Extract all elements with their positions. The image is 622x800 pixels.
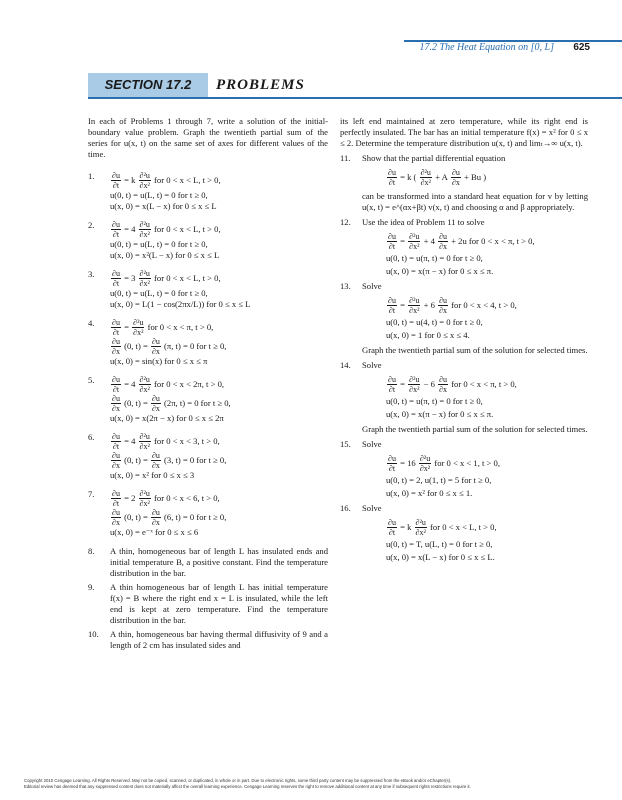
bc-line-frac-2-num: ∂u: [151, 451, 160, 460]
bc-line-frac-2-den: ∂x: [151, 518, 160, 527]
bc-line-frac-0: [111, 394, 121, 413]
left-column: [88, 116, 328, 654]
problem-equations: [110, 432, 328, 481]
pde-line-frac-0-den: ∂t: [112, 328, 120, 337]
problem-text: Solve: [362, 360, 382, 370]
pde-line: [110, 375, 328, 394]
pde-line-frac-0-den: ∂t: [388, 385, 396, 394]
condition-line: u(x, 0) = x(L − x) for 0 ≤ x ≤ L: [110, 201, 217, 211]
pde-line-text-1: =: [397, 236, 408, 246]
pde-line-frac-2-num: ∂²u: [420, 168, 431, 177]
bc-line: [110, 508, 328, 527]
problem-text: Use the idea of Problem 11 to solve: [362, 217, 485, 227]
problem-10-continued: its left end maintained at zero temperature, while its right end is perfectly insulated. The bar has an initial temperature f(x) = x² for 0 ≤ x ≤ 2. Determine the temperature distribution u(x, t) and limₜ→∞ u(x, t).: [340, 116, 588, 148]
bc-line-frac-2: [151, 508, 161, 527]
problem-equations: [362, 454, 588, 499]
bc-line-frac-2: [151, 394, 161, 413]
problem-followup: Graph the twentieth partial sum of the solution for selected times.: [362, 345, 588, 355]
pde-line-frac-2-den: ∂x²: [139, 385, 150, 394]
pde-line-frac-0-den: ∂t: [388, 178, 396, 187]
pde-line-frac-2-num: ∂²u: [139, 432, 150, 441]
pde-line-frac-2-num: ∂²u: [133, 318, 144, 327]
pde-line-frac-2: [420, 168, 432, 187]
pde-line-text-1: = k (: [397, 172, 419, 182]
pde-line-text-1: = 2: [121, 493, 138, 503]
pde-line-frac-2-num: ∂²u: [139, 269, 150, 278]
problem-followup: can be transformed into a standard heat equation for v by letting u(x, t) = e^(αx+βt) v(x, t) and choosing α and β appropriately.: [362, 191, 588, 212]
problem-equations: [362, 518, 588, 563]
pde-line-frac-0-num: ∂u: [388, 168, 396, 177]
pde-line-frac-0: [387, 168, 397, 187]
bc-line-text-1: (0, t) =: [121, 512, 150, 522]
pde-line-frac-0-num: ∂u: [388, 296, 396, 305]
pde-line: [386, 296, 588, 315]
problem-12: [340, 217, 588, 277]
problem-16: [340, 503, 588, 563]
pde-line-frac-0-den: ∂t: [388, 242, 396, 251]
bc-line-frac-2-den: ∂x: [151, 347, 160, 356]
pde-line: [386, 232, 588, 251]
pde-line-frac-2: [132, 318, 144, 337]
problem-equations: [110, 318, 328, 367]
pde-line-text-1: = k: [397, 522, 414, 532]
problem-followup: Graph the twentieth partial sum of the solution for selected times.: [362, 424, 588, 434]
bc-line-text-3: (6, t) = 0 for t ≥ 0,: [161, 512, 229, 522]
copyright-footer: [24, 778, 604, 790]
pde-line-frac-2: [139, 375, 151, 394]
pde-line-text-3: for 0 < x < L, t > 0,: [427, 522, 499, 532]
pde-line-frac-2: [408, 296, 420, 315]
pde-line-frac-0: [111, 318, 121, 337]
pde-line-frac-0-den: ∂t: [112, 279, 120, 288]
footer-line-1: Copyright 2010 Cengage Learning. All Rights Reserved. May not be copied, scanned, or duplicated, in whole or in part. Due to electronic rights, some third party content may be suppressed from the eBook and/or eChapter(s).: [24, 778, 452, 783]
problem-text: Show that the partial differential equation: [362, 153, 506, 163]
condition-line: u(x, 0) = 1 for 0 ≤ x ≤ 4.: [386, 330, 470, 340]
problem-equations: [362, 232, 588, 277]
pde-line: [386, 168, 588, 187]
pde-line: [110, 220, 328, 239]
problem-equations: [110, 220, 328, 261]
pde-line-frac-2: [139, 171, 151, 190]
bc-line-frac-0-num: ∂u: [112, 451, 120, 460]
pde-line-text-3: − 6: [421, 379, 438, 389]
pde-line-frac-0: [387, 454, 397, 473]
problem-number: 2.: [88, 220, 95, 230]
bc-line-text-1: (0, t) =: [121, 398, 150, 408]
problem-number: 8.: [88, 546, 95, 556]
intro-text: In each of Problems 1 through 7, write a solution of the initial-boundary value problem. Graph the twentieth partial sum of the series for u(x, t) on the same set of axes for different values of the time.: [88, 116, 328, 159]
pde-line-text-1: = 3: [121, 273, 138, 283]
problem-number: 9.: [88, 582, 95, 592]
pde-line-text-5: for 0 < x < π, t > 0,: [449, 379, 519, 389]
bc-line-frac-2-num: ∂u: [151, 394, 160, 403]
pde-line-text-1: = 4: [121, 379, 138, 389]
pde-line-frac-2-den: ∂x²: [420, 178, 431, 187]
pde-line-text-3: + 4: [421, 236, 438, 246]
pde-line: [386, 375, 588, 394]
pde-line-text-1: = k: [121, 175, 138, 185]
pde-line: [110, 269, 328, 288]
problem-5: [88, 375, 328, 424]
pde-line-frac-2-num: ∂²u: [409, 375, 420, 384]
pde-line-frac-2: [139, 432, 151, 451]
pde-line-text-1: =: [397, 379, 408, 389]
pde-line-frac-0-num: ∂u: [112, 489, 120, 498]
pde-line-frac-4-den: ∂x: [439, 306, 448, 315]
pde-line-frac-0-den: ∂t: [112, 230, 120, 239]
pde-line-frac-2: [139, 269, 151, 288]
problem-equations: [362, 168, 588, 187]
condition-line: u(x, 0) = x(π − x) for 0 ≤ x ≤ π.: [386, 266, 494, 276]
pde-line-frac-2-den: ∂x²: [139, 279, 150, 288]
bc-line: [110, 451, 328, 470]
pde-line-text-5: for 0 < x < 4, t > 0,: [449, 300, 519, 310]
pde-line-frac-2: [139, 220, 151, 239]
bc-line-frac-2: [151, 337, 161, 356]
pde-line-frac-4-den: ∂x: [439, 385, 448, 394]
right-problem-list: [340, 153, 588, 563]
text-problem-list: [88, 546, 328, 651]
problem-13: [340, 281, 588, 356]
problem-number: 7.: [88, 489, 95, 499]
pde-line-frac-0: [387, 232, 397, 251]
pde-line: [110, 318, 328, 337]
bc-line: [110, 394, 328, 413]
problem-text: Solve: [362, 503, 382, 513]
bc-line-text-3: (2π, t) = 0 for t ≥ 0,: [161, 398, 233, 408]
pde-line-frac-2: [408, 375, 420, 394]
problem-equations: [362, 296, 588, 341]
problem-4: [88, 318, 328, 367]
condition-line: u(x, 0) = x² for 0 ≤ x ≤ 3: [110, 470, 195, 480]
bc-line-frac-2-den: ∂x: [151, 461, 160, 470]
pde-line-frac-2-den: ∂x²: [133, 328, 144, 337]
pde-line-frac-0-num: ∂u: [112, 375, 120, 384]
condition-line: u(0, t) = u(π, t) = 0 for t ≥ 0,: [386, 396, 483, 406]
running-title: 17.2 The Heat Equation on [0, L]: [419, 42, 554, 53]
condition-line: u(0, t) = T, u(L, t) = 0 for t ≥ 0,: [386, 539, 493, 549]
pde-line-frac-2: [139, 489, 151, 508]
pde-line-frac-0-den: ∂t: [112, 385, 120, 394]
pde-line-frac-0: [111, 489, 121, 508]
pde-line-frac-0-num: ∂u: [112, 318, 120, 327]
bc-line-frac-2-den: ∂x: [151, 404, 160, 413]
problem-7: [88, 489, 328, 538]
pde-line-frac-2-num: ∂²u: [419, 454, 431, 463]
bc-line-frac-0: [111, 451, 121, 470]
pde-line-text-3: for 0 < x < 3, t > 0,: [151, 436, 222, 446]
bc-line-frac-0: [111, 508, 121, 527]
pde-line-frac-0-den: ∂t: [112, 499, 120, 508]
bc-line-text-3: (3, t) = 0 for t ≥ 0,: [161, 455, 229, 465]
pde-line-frac-2: [415, 518, 427, 537]
condition-line: u(x, 0) = sin(x) for 0 ≤ x ≤ π: [110, 356, 208, 366]
problem-11: [340, 153, 588, 213]
problem-3: [88, 269, 328, 310]
pde-line-text-3: for 0 < x < L, t > 0,: [151, 175, 223, 185]
problem-number: 4.: [88, 318, 95, 328]
pde-line-frac-2-den: ∂x²: [139, 181, 150, 190]
problem-8: [88, 546, 328, 579]
bc-line-frac-2-num: ∂u: [151, 508, 160, 517]
pde-line-frac-0-den: ∂t: [388, 306, 396, 315]
pde-line-frac-2-num: ∂²u: [139, 489, 150, 498]
pde-line-frac-4-den: ∂x: [451, 178, 460, 187]
problem-2: [88, 220, 328, 261]
pde-line-text-3: for 0 < x < 1, t > 0,: [432, 458, 503, 468]
condition-line: u(0, t) = u(π, t) = 0 for t ≥ 0,: [386, 253, 483, 263]
pde-line-frac-0-num: ∂u: [388, 454, 396, 463]
pde-line: [110, 489, 328, 508]
condition-line: u(0, t) = u(L, t) = 0 for t ≥ 0,: [110, 288, 208, 298]
pde-line-frac-0: [387, 375, 397, 394]
pde-line-frac-0-num: ∂u: [112, 269, 120, 278]
pde-line-frac-4-num: ∂u: [451, 168, 460, 177]
pde-line-text-3: for 0 < x < π, t > 0,: [145, 322, 216, 332]
pde-line-text-3: + 6: [421, 300, 438, 310]
left-problem-list: [88, 171, 328, 538]
condition-line: u(x, 0) = x²(L − x) for 0 ≤ x ≤ L: [110, 250, 220, 260]
bc-line: [110, 337, 328, 356]
pde-line-frac-0-num: ∂u: [388, 232, 396, 241]
pde-line-frac-0-den: ∂t: [112, 442, 120, 451]
condition-line: u(x, 0) = e⁻ˣ for 0 ≤ x ≤ 6: [110, 527, 199, 537]
pde-line-frac-4: [438, 232, 448, 251]
problem-number: 16.: [340, 503, 351, 513]
condition-line: u(x, 0) = x(π − x) for 0 ≤ x ≤ π.: [386, 409, 494, 419]
bc-line-frac-0-den: ∂x: [112, 404, 120, 413]
problem-text: A thin, homogeneous bar of length L has insulated ends and initial temperature B, a positive constant. Find the temperature distribution in the bar.: [110, 546, 328, 578]
bc-line-text-1: (0, t) =: [121, 455, 150, 465]
problem-text: Solve: [362, 281, 382, 291]
problem-15: [340, 439, 588, 499]
pde-line-frac-2: [408, 232, 420, 251]
pde-line-frac-0-num: ∂u: [112, 220, 120, 229]
pde-line-frac-0-num: ∂u: [388, 375, 396, 384]
pde-line-frac-0: [111, 220, 121, 239]
bc-line-frac-0-den: ∂x: [112, 518, 120, 527]
bc-line-frac-2-num: ∂u: [151, 337, 160, 346]
page-number: 625: [573, 42, 590, 53]
problem-text: Solve: [362, 439, 382, 449]
pde-line-text-3: for 0 < x < L, t > 0,: [151, 273, 223, 283]
pde-line-text-3: for 0 < x < 6, t > 0,: [151, 493, 222, 503]
problem-equations: [110, 269, 328, 310]
pde-line: [386, 518, 588, 537]
pde-line-frac-2-num: ∂²u: [409, 232, 420, 241]
problem-equations: [110, 375, 328, 424]
pde-line-frac-2-den: ∂x²: [415, 528, 426, 537]
section-title: PROBLEMS: [216, 77, 305, 93]
bc-line-frac-2: [151, 451, 161, 470]
problem-number: 3.: [88, 269, 95, 279]
pde-line-frac-2-num: ∂²u: [139, 220, 150, 229]
bc-line-text-1: (0, t) =: [121, 341, 150, 351]
pde-line-text-1: = 4: [121, 436, 138, 446]
problem-number: 6.: [88, 432, 95, 442]
pde-line-frac-2-den: ∂x²: [419, 464, 431, 473]
pde-line-text-3: for 0 < x < 2π, t > 0,: [151, 379, 227, 389]
pde-line-frac-2-den: ∂x²: [139, 499, 150, 508]
pde-line-frac-0-den: ∂t: [388, 464, 396, 473]
pde-line-frac-2-den: ∂x²: [409, 242, 420, 251]
section-heading: [88, 73, 622, 99]
bc-line-frac-0-den: ∂x: [112, 347, 120, 356]
condition-line: u(x, 0) = x(2π − x) for 0 ≤ x ≤ 2π: [110, 413, 224, 423]
problem-number: 10.: [88, 629, 99, 639]
pde-line-frac-0: [111, 269, 121, 288]
pde-line-frac-2-num: ∂²u: [139, 375, 150, 384]
right-column: [340, 116, 588, 563]
pde-line-frac-2-num: ∂²u: [409, 296, 420, 305]
pde-line-frac-2-den: ∂x²: [139, 230, 150, 239]
problem-number: 1.: [88, 171, 95, 181]
problem-equations: [362, 375, 588, 420]
pde-line-frac-0-den: ∂t: [112, 181, 120, 190]
condition-line: u(0, t) = u(L, t) = 0 for t ≥ 0,: [110, 190, 208, 200]
problem-number: 11.: [340, 153, 351, 163]
pde-line-frac-0: [111, 171, 121, 190]
condition-line: u(0, t) = 2, u(1, t) = 5 for t ≥ 0,: [386, 475, 492, 485]
condition-line: u(x, 0) = x(L − x) for 0 ≤ x ≤ L.: [386, 552, 495, 562]
pde-line-frac-2: [419, 454, 431, 473]
problem-number: 12.: [340, 217, 351, 227]
section-underline: [88, 97, 622, 99]
condition-line: u(x, 0) = L(1 − cos(2πx/L)) for 0 ≤ x ≤ L: [110, 299, 251, 309]
pde-line-frac-0-num: ∂u: [112, 432, 120, 441]
condition-line: u(0, t) = u(L, t) = 0 for t ≥ 0,: [110, 239, 208, 249]
problem-number: 5.: [88, 375, 95, 385]
pde-line-text-1: =: [121, 322, 132, 332]
pde-line-frac-0-num: ∂u: [112, 171, 120, 180]
pde-line-frac-2-num: ∂²u: [415, 518, 426, 527]
pde-line-frac-2-den: ∂x²: [409, 385, 420, 394]
pde-line-frac-0: [387, 518, 397, 537]
pde-line-frac-4: [438, 375, 448, 394]
pde-line-frac-4-den: ∂x: [439, 242, 448, 251]
pde-line-text-5: + 2u for 0 < x < π, t > 0,: [449, 236, 537, 246]
page-header: [0, 0, 622, 54]
pde-line-frac-4-num: ∂u: [439, 296, 448, 305]
pde-line-frac-4-num: ∂u: [439, 232, 448, 241]
problem-6: [88, 432, 328, 481]
section-label: SECTION 17.2: [88, 73, 208, 97]
problem-14: [340, 360, 588, 435]
pde-line-frac-2-num: ∂²u: [139, 171, 150, 180]
pde-line-text-3: for 0 < x < L, t > 0,: [151, 224, 223, 234]
footer-line-2: Editorial review has deemed that any suppressed content does not materially affect the overall learning experience. Cengage Learning reserves the right to remove additional content at any time if subsequent rights restrictions require it.: [24, 784, 471, 789]
pde-line-text-1: = 16: [397, 458, 418, 468]
bc-line-frac-0-num: ∂u: [112, 337, 120, 346]
pde-line-frac-0: [111, 432, 121, 451]
pde-line-frac-4: [438, 296, 448, 315]
condition-line: u(x, 0) = x² for 0 ≤ x ≤ 1.: [386, 488, 473, 498]
pde-line-frac-4-num: ∂u: [439, 375, 448, 384]
problem-number: 14.: [340, 360, 351, 370]
pde-line-text-5: + Bu ): [461, 172, 489, 182]
problem-9: [88, 582, 328, 626]
pde-line-text-3: + A: [432, 172, 450, 182]
bc-line-frac-0-num: ∂u: [112, 394, 120, 403]
problem-text: A thin homogeneous bar of length L has initial temperature f(x) = B where the right end x = L is insulated, while the left end is kept at zero temperature. Find the temperature distribution in the bar.: [110, 582, 328, 625]
problem-1: [88, 171, 328, 212]
bc-line-frac-0-den: ∂x: [112, 461, 120, 470]
pde-line-frac-2-den: ∂x²: [409, 306, 420, 315]
pde-line: [386, 454, 588, 473]
pde-line-frac-0: [111, 375, 121, 394]
pde-line: [110, 432, 328, 451]
bc-line-frac-0: [111, 337, 121, 356]
problem-10: [88, 629, 328, 651]
problem-equations: [110, 171, 328, 212]
problem-number: 15.: [340, 439, 351, 449]
bc-line-text-3: (π, t) = 0 for t ≥ 0,: [161, 341, 229, 351]
pde-line: [110, 171, 328, 190]
pde-line-frac-0-den: ∂t: [388, 528, 396, 537]
pde-line-text-1: =: [397, 300, 408, 310]
condition-line: u(0, t) = u(4, t) = 0 for t ≥ 0,: [386, 317, 483, 327]
pde-line-frac-0: [387, 296, 397, 315]
pde-line-frac-2-den: ∂x²: [139, 442, 150, 451]
problem-number: 13.: [340, 281, 351, 291]
pde-line-text-1: = 4: [121, 224, 138, 234]
problem-text: A thin, homogeneous bar having thermal diffusivity of 9 and a length of 2 cm has insulated sides and: [110, 629, 328, 650]
pde-line-frac-0-num: ∂u: [388, 518, 396, 527]
problem-equations: [110, 489, 328, 538]
pde-line-frac-4: [451, 168, 461, 187]
bc-line-frac-0-num: ∂u: [112, 508, 120, 517]
